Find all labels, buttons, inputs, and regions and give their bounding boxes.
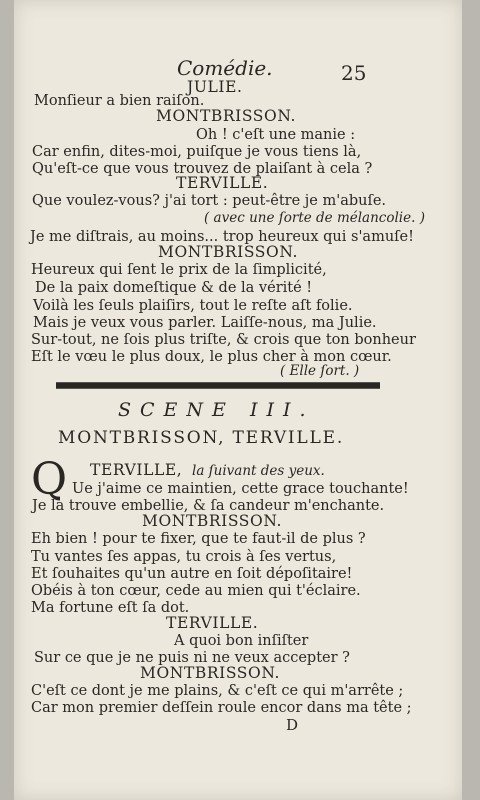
- page-number: 25: [341, 61, 367, 85]
- speaker-label: TERVILLE.: [166, 614, 259, 632]
- speaker-label: TERVILLE.: [176, 174, 269, 192]
- verse-line: Ma fortune eſt ſa dot.: [31, 600, 190, 616]
- verse-line: Je la trouve embellie, & ſa candeur m'enchante.: [32, 498, 385, 514]
- running-title: Comédie.: [177, 56, 273, 80]
- speaker-label: JULIE.: [187, 78, 243, 96]
- book-page: [14, 0, 462, 800]
- verse-line: Que voulez-vous? j'ai tort : peut-être je m'abuſe.: [32, 193, 387, 209]
- verse-line: Car enfin, dites-moi, puiſque je vous tiens là,: [32, 144, 362, 160]
- verse-line: Heureux qui ſent le prix de la ſimplicité,: [31, 262, 327, 278]
- verse-line: Sur-tout, ne ſois plus triſte, & crois que ton bonheur: [31, 332, 416, 348]
- verse-line: Oh ! c'eſt une manie :: [196, 127, 356, 143]
- verse-line: C'eſt ce dont je me plains, & c'eſt ce qui m'arrête ;: [31, 683, 404, 699]
- speaker-label: MONTBRISSON.: [140, 664, 281, 682]
- scene-characters: MONTBRISSON, TERVILLE.: [58, 428, 345, 448]
- verse-line: Eſt le vœu le plus doux, le plus cher à mon cœur.: [31, 349, 392, 365]
- ornamental-rule: [56, 382, 380, 389]
- stage-direction: ( avec une ſorte de mélancolie. ): [204, 210, 425, 226]
- verse-line: Voilà les ſeuls plaiſirs, tout le reſte aſt folie.: [33, 298, 353, 314]
- verse-line: Et ſouhaites qu'un autre en ſoit dépoſitaire!: [31, 566, 353, 582]
- verse-line: Mais je veux vous parler. Laiſſe-nous, ma Julie.: [33, 315, 377, 331]
- verse-line: De la paix domeſtique & de la vérité !: [35, 280, 313, 296]
- verse-line: Sur ce que je ne puis ni ne veux accepter ?: [34, 650, 350, 666]
- scene-title: SCENE III.: [118, 399, 315, 421]
- verse-line: Qu'eſt-ce que vous trouvez de plaiſant à cela ?: [32, 161, 373, 177]
- drop-cap: Q: [31, 454, 68, 505]
- verse-line: Car mon premier deſſein roule encor dans ma tête ;: [31, 700, 412, 716]
- speaker-label: MONTBRISSON.: [156, 107, 297, 125]
- stage-direction: ( Elle ſort. ): [280, 363, 360, 379]
- signature-mark: D: [286, 716, 299, 734]
- verse-line: Je me diſtrais, au moins... trop heureux qui s'amuſe!: [30, 229, 414, 245]
- verse-line: Tu vantes ſes appas, tu crois à ſes vertus,: [31, 549, 337, 565]
- verse-line: Obéis à ton cœur, cede au mien qui t'éclaire.: [31, 583, 361, 599]
- speaker-label: MONTBRISSON.: [158, 243, 299, 261]
- speaker-label: MONTBRISSON.: [142, 512, 283, 530]
- speaker-label: TERVILLE,: [90, 461, 183, 479]
- stage-direction: la ſuivant des yeux.: [192, 463, 325, 479]
- verse-line: Ue j'aime ce maintien, cette grace touchante!: [72, 481, 409, 497]
- verse-line: A quoi bon inſiſter: [174, 633, 309, 649]
- verse-line: Eh bien ! pour te fixer, que te faut-il de plus ?: [31, 531, 366, 547]
- verse-line: Monſieur a bien raiſon.: [34, 93, 205, 109]
